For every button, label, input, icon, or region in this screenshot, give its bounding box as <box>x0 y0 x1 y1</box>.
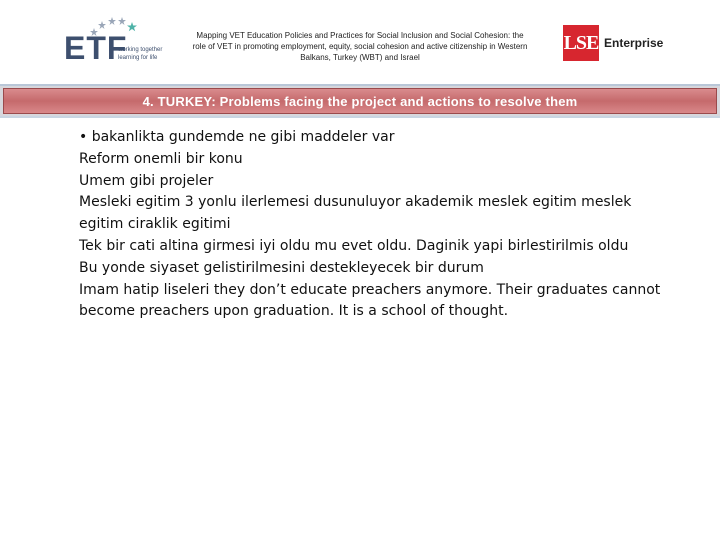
header-title: Mapping VET Education Policies and Practices for Social Inclusion and Social Cohesion: the role of VET in promoting employment, equity, social cohesion and active citizenship in Western Balkans, Turkey (WBT) and Israel <box>192 31 528 62</box>
slide-body <box>79 127 679 323</box>
slide-title-banner <box>0 84 720 118</box>
body-line: Bu yonde siyaset gelistirilmesini destekleyecek bir durum <box>79 259 484 276</box>
etf-logo <box>60 12 170 70</box>
body-line: Tek bir cati altina girmesi iyi oldu mu evet oldu. Daginik yapi birlestirilmis oldu <box>79 237 629 254</box>
lse-logo: LSE <box>563 25 599 61</box>
lse-enterprise-label: Enterprise <box>604 36 664 50</box>
slide-title: 4. TURKEY: Problems facing the project and actions to resolve them <box>142 93 578 109</box>
body-line: Imam hatip liseleri they don’t educate preachers anymore. Their graduates cannot become preachers upon graduation. It is a school of thought. <box>79 281 661 320</box>
body-line: • bakanlikta gundemde ne gibi maddeler var <box>79 129 395 145</box>
banner-bar <box>3 88 717 114</box>
etf-tagline: working together learning for life <box>118 47 163 61</box>
body-line: Reform onemli bir konu <box>79 150 243 167</box>
body-line: Mesleki egitim 3 yonlu ilerlemesi dusunuluyor akademik meslek egitim meslek egitim ciraklik egitimi <box>79 194 632 233</box>
slide-header <box>0 0 720 80</box>
body-line: Umem gibi projeler <box>79 172 214 189</box>
etf-logo-text: ETF <box>64 30 128 66</box>
